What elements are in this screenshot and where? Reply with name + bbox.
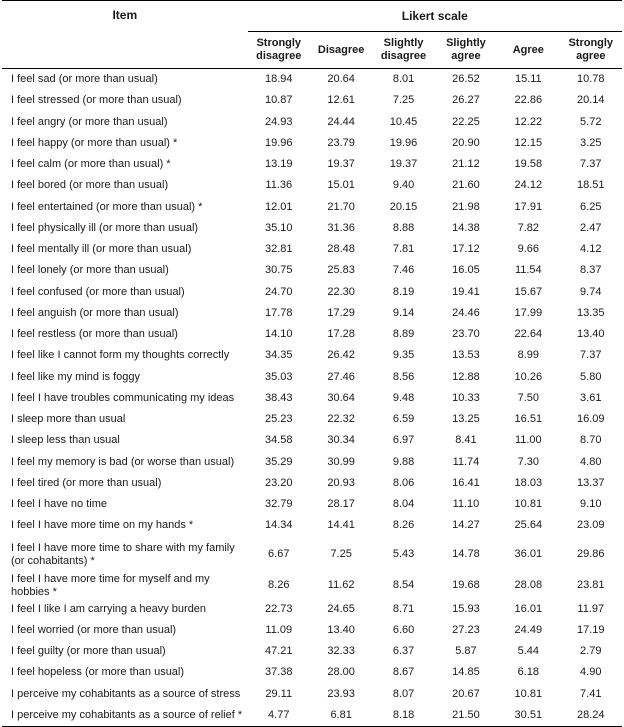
table-row bbox=[2, 599, 622, 620]
value-cell: 28.48 bbox=[327, 243, 355, 256]
value-cell: 16.41 bbox=[452, 476, 480, 489]
value-cell: 10.45 bbox=[389, 115, 418, 128]
value-cell: 20.14 bbox=[576, 94, 605, 107]
column-header: Strongly disagree bbox=[248, 32, 310, 69]
value-cell: 23.93 bbox=[327, 687, 355, 700]
value-cell: 11.36 bbox=[265, 179, 293, 192]
column-header: Agree bbox=[497, 32, 559, 69]
value-cell: 19.68 bbox=[452, 579, 480, 591]
item-label: I feel I have more time for myself and my hobbies * bbox=[11, 572, 210, 598]
value-cell: 5.87 bbox=[455, 645, 477, 658]
item-label: I sleep less than usual bbox=[11, 434, 120, 447]
value-cell: 9.10 bbox=[580, 498, 602, 511]
table-row bbox=[2, 662, 622, 683]
value-cell: 20.15 bbox=[389, 200, 418, 213]
value-cell: 19.58 bbox=[514, 158, 543, 171]
value-cell: 13.25 bbox=[452, 413, 480, 426]
value-cell: 23.81 bbox=[576, 579, 605, 591]
value-cell: 21.70 bbox=[327, 200, 355, 213]
value-cell: 14.38 bbox=[452, 221, 480, 234]
value-cell: 16.01 bbox=[514, 602, 543, 615]
value-cell: 21.12 bbox=[452, 158, 480, 171]
value-cell: 35.10 bbox=[264, 221, 293, 234]
table-row bbox=[2, 684, 622, 705]
value-cell: 12.01 bbox=[264, 200, 293, 213]
value-cell: 19.37 bbox=[389, 158, 418, 171]
item-label: I feel I have no time bbox=[11, 498, 107, 511]
value-cell: 5.80 bbox=[580, 370, 602, 383]
value-cell: 6.67 bbox=[268, 548, 290, 560]
value-cell: 7.37 bbox=[580, 349, 602, 362]
value-cell: 19.96 bbox=[389, 136, 418, 149]
value-cell: 30.75 bbox=[264, 264, 293, 277]
value-cell: 8.19 bbox=[392, 285, 415, 298]
item-label: I feel like I cannot form my thoughts correctly bbox=[11, 349, 230, 362]
item-label: I feel I like I am carrying a heavy burden bbox=[11, 602, 207, 615]
value-cell: 32.33 bbox=[327, 645, 355, 658]
value-cell: 19.37 bbox=[327, 158, 355, 171]
value-cell: 8.99 bbox=[517, 349, 540, 362]
value-cell: 18.03 bbox=[514, 476, 543, 489]
value-cell: 25.23 bbox=[264, 413, 293, 426]
value-cell: 14.34 bbox=[264, 519, 293, 532]
value-cell: 35.29 bbox=[264, 455, 293, 468]
value-cell: 12.61 bbox=[327, 94, 355, 107]
value-cell: 35.03 bbox=[264, 370, 293, 383]
value-cell: 29.86 bbox=[576, 548, 605, 560]
item-label: I feel bored (or more than usual) bbox=[11, 179, 169, 192]
value-cell: 11.74 bbox=[452, 455, 480, 468]
value-cell: 23.79 bbox=[327, 136, 355, 149]
value-cell: 24.49 bbox=[514, 623, 543, 636]
column-header: Slightly agree bbox=[435, 32, 497, 69]
value-cell: 8.67 bbox=[392, 666, 415, 679]
item-label: I perceive my cohabitants as a source of stress bbox=[11, 687, 241, 700]
table-row bbox=[2, 345, 622, 366]
value-cell: 34.35 bbox=[264, 349, 293, 362]
value-cell: 9.74 bbox=[580, 285, 602, 298]
value-cell: 7.30 bbox=[517, 455, 540, 468]
item-label: I feel anguish (or more than usual) bbox=[11, 306, 179, 319]
value-cell: 8.56 bbox=[392, 370, 415, 383]
item-label: I feel lonely (or more than usual) bbox=[11, 264, 169, 277]
value-cell: 14.10 bbox=[264, 328, 293, 341]
value-cell: 18.51 bbox=[576, 179, 605, 192]
value-cell: 7.37 bbox=[580, 158, 602, 171]
value-cell: 21.60 bbox=[452, 179, 480, 192]
value-cell: 2.47 bbox=[580, 221, 602, 234]
value-cell: 9.40 bbox=[392, 179, 415, 192]
value-cell: 8.37 bbox=[580, 264, 602, 277]
table-row bbox=[2, 641, 622, 662]
value-cell: 13.40 bbox=[327, 623, 355, 636]
value-cell: 30.34 bbox=[327, 434, 355, 447]
value-cell: 9.88 bbox=[392, 455, 415, 468]
value-cell: 8.06 bbox=[392, 476, 415, 489]
value-cell: 14.41 bbox=[327, 519, 355, 532]
value-cell: 15.11 bbox=[514, 73, 542, 86]
item-label: I feel mentally ill (or more than usual) bbox=[11, 243, 192, 256]
value-cell: 22.25 bbox=[452, 115, 480, 128]
value-cell: 28.00 bbox=[327, 666, 355, 679]
value-cell: 10.87 bbox=[264, 94, 293, 107]
value-cell: 5.44 bbox=[517, 645, 540, 658]
value-cell: 7.25 bbox=[392, 94, 415, 107]
value-cell: 16.51 bbox=[514, 413, 543, 426]
table-row bbox=[2, 409, 622, 430]
value-cell: 29.11 bbox=[265, 687, 293, 700]
value-cell: 15.01 bbox=[327, 179, 355, 192]
value-cell: 17.28 bbox=[327, 328, 355, 341]
value-cell: 17.91 bbox=[514, 200, 543, 213]
value-cell: 9.14 bbox=[392, 306, 415, 319]
value-cell: 17.99 bbox=[514, 306, 543, 319]
value-cell: 24.93 bbox=[264, 115, 293, 128]
table-row bbox=[2, 452, 622, 473]
value-cell: 24.65 bbox=[327, 602, 355, 615]
table-row bbox=[2, 133, 622, 154]
value-cell: 21.50 bbox=[452, 708, 480, 721]
column-header: Disagree bbox=[310, 32, 372, 69]
value-cell: 9.35 bbox=[392, 349, 415, 362]
item-label: I feel calm (or more than usual) * bbox=[11, 158, 171, 171]
value-cell: 6.97 bbox=[392, 434, 415, 447]
value-cell: 24.12 bbox=[514, 179, 543, 192]
value-cell: 6.25 bbox=[580, 200, 602, 213]
value-cell: 7.25 bbox=[330, 548, 352, 560]
value-cell: 20.64 bbox=[327, 73, 355, 86]
value-cell: 12.88 bbox=[452, 370, 480, 383]
item-label: I feel sad (or more than usual) bbox=[11, 73, 158, 86]
item-label: I feel I have more time on my hands * bbox=[11, 519, 194, 532]
value-cell: 12.22 bbox=[514, 115, 543, 128]
value-cell: 37.38 bbox=[264, 666, 293, 679]
value-cell: 5.43 bbox=[392, 548, 415, 560]
table-row bbox=[2, 573, 622, 599]
value-cell: 8.04 bbox=[392, 498, 415, 511]
value-cell: 10.81 bbox=[514, 687, 543, 700]
item-label: I feel I have more time to share with my family (or cohabitants) * bbox=[11, 541, 235, 567]
value-cell: 6.81 bbox=[330, 708, 352, 721]
likert-table bbox=[2, 0, 622, 727]
value-cell: 17.78 bbox=[264, 306, 293, 319]
value-cell: 23.09 bbox=[576, 519, 605, 532]
item-label: I feel hopeless (or more than usual) bbox=[11, 666, 185, 679]
value-cell: 11.09 bbox=[265, 623, 293, 636]
value-cell: 22.30 bbox=[327, 285, 355, 298]
value-cell: 12.15 bbox=[514, 136, 543, 149]
value-cell: 3.61 bbox=[580, 391, 602, 404]
item-label: I feel stressed (or more than usual) bbox=[11, 94, 182, 107]
value-cell: 11.00 bbox=[514, 434, 542, 447]
value-cell: 13.19 bbox=[264, 158, 293, 171]
value-cell: 20.93 bbox=[327, 476, 355, 489]
table-row bbox=[2, 473, 622, 494]
table-row bbox=[2, 239, 622, 260]
value-cell: 16.09 bbox=[576, 413, 605, 426]
value-cell: 14.78 bbox=[452, 548, 480, 560]
value-cell: 22.32 bbox=[327, 413, 355, 426]
table-row bbox=[2, 494, 622, 515]
value-cell: 28.24 bbox=[576, 708, 605, 721]
value-cell: 23.70 bbox=[452, 328, 480, 341]
value-cell: 7.41 bbox=[580, 687, 602, 700]
value-cell: 25.83 bbox=[327, 264, 355, 277]
value-cell: 2.79 bbox=[580, 645, 602, 658]
value-cell: 13.37 bbox=[576, 476, 605, 489]
value-cell: 20.67 bbox=[452, 687, 480, 700]
value-cell: 47.21 bbox=[264, 645, 293, 658]
value-cell: 27.46 bbox=[327, 370, 355, 383]
table-row bbox=[2, 324, 622, 345]
value-cell: 25.64 bbox=[514, 519, 543, 532]
value-cell: 10.81 bbox=[514, 498, 543, 511]
value-cell: 17.12 bbox=[452, 243, 480, 256]
table-row bbox=[2, 260, 622, 281]
value-cell: 13.53 bbox=[452, 349, 480, 362]
value-cell: 6.18 bbox=[517, 666, 540, 679]
item-label: I sleep more than usual bbox=[11, 413, 126, 426]
item-label: I feel restless (or more than usual) bbox=[11, 328, 178, 341]
table-row bbox=[2, 90, 622, 111]
value-cell: 28.17 bbox=[327, 498, 355, 511]
value-cell: 13.35 bbox=[576, 306, 605, 319]
value-cell: 4.77 bbox=[268, 708, 290, 721]
value-cell: 7.81 bbox=[392, 243, 415, 256]
value-cell: 22.86 bbox=[514, 94, 543, 107]
value-cell: 6.60 bbox=[392, 623, 415, 636]
value-cell: 8.54 bbox=[392, 579, 415, 591]
value-cell: 34.58 bbox=[264, 434, 293, 447]
item-label: I feel guilty (or more than usual) bbox=[11, 645, 166, 658]
value-cell: 10.26 bbox=[514, 370, 543, 383]
value-cell: 24.70 bbox=[264, 285, 293, 298]
value-cell: 24.46 bbox=[452, 306, 480, 319]
table-row bbox=[2, 705, 622, 727]
value-cell: 6.37 bbox=[392, 645, 415, 658]
item-label: I feel physically ill (or more than usual) bbox=[11, 221, 199, 234]
value-cell: 8.70 bbox=[580, 434, 602, 447]
value-cell: 7.82 bbox=[517, 221, 540, 234]
item-column-header: Item bbox=[2, 1, 248, 69]
value-cell: 22.64 bbox=[514, 328, 543, 341]
value-cell: 8.26 bbox=[392, 519, 415, 532]
value-cell: 19.96 bbox=[264, 136, 293, 149]
table-row bbox=[2, 154, 622, 175]
value-cell: 8.01 bbox=[392, 73, 415, 86]
value-cell: 31.36 bbox=[327, 221, 355, 234]
item-label: I feel like my mind is foggy bbox=[11, 370, 140, 383]
value-cell: 24.44 bbox=[327, 115, 355, 128]
table-row bbox=[2, 282, 622, 303]
value-cell: 17.29 bbox=[327, 306, 355, 319]
value-cell: 8.26 bbox=[268, 579, 290, 591]
item-label: I feel angry (or more than usual) bbox=[11, 115, 168, 128]
value-cell: 8.89 bbox=[392, 328, 415, 341]
value-cell: 32.81 bbox=[264, 243, 293, 256]
table-row bbox=[2, 218, 622, 239]
table-row bbox=[2, 537, 622, 573]
value-cell: 19.41 bbox=[452, 285, 480, 298]
value-cell: 22.73 bbox=[264, 602, 293, 615]
table-row bbox=[2, 388, 622, 409]
table-row bbox=[2, 367, 622, 388]
item-label: I feel entertained (or more than usual) * bbox=[11, 200, 203, 213]
item-label: I feel worried (or more than usual) bbox=[11, 623, 177, 636]
value-cell: 8.88 bbox=[392, 221, 415, 234]
value-cell: 6.59 bbox=[392, 413, 415, 426]
value-cell: 36.01 bbox=[514, 548, 543, 560]
value-cell: 9.48 bbox=[392, 391, 415, 404]
table-row bbox=[2, 175, 622, 196]
value-cell: 7.50 bbox=[517, 391, 540, 404]
value-cell: 30.64 bbox=[327, 391, 355, 404]
value-cell: 10.78 bbox=[576, 73, 605, 86]
value-cell: 18.94 bbox=[264, 73, 293, 86]
value-cell: 9.66 bbox=[517, 243, 540, 256]
value-cell: 11.54 bbox=[514, 264, 542, 277]
value-cell: 11.62 bbox=[327, 579, 355, 591]
value-cell: 32.79 bbox=[264, 498, 293, 511]
column-header: Strongly agree bbox=[560, 32, 622, 69]
item-label: I perceive my cohabitants as a source of relief * bbox=[11, 708, 243, 721]
value-cell: 13.40 bbox=[576, 328, 605, 341]
table-body bbox=[2, 69, 622, 727]
table-row bbox=[2, 515, 622, 536]
value-cell: 27.23 bbox=[452, 623, 480, 636]
value-cell: 28.08 bbox=[514, 579, 543, 591]
value-cell: 11.97 bbox=[577, 602, 605, 615]
table-row bbox=[2, 197, 622, 218]
value-cell: 26.27 bbox=[452, 94, 480, 107]
value-cell: 11.10 bbox=[452, 498, 480, 511]
value-cell: 15.93 bbox=[452, 602, 480, 615]
value-cell: 38.43 bbox=[264, 391, 293, 404]
value-cell: 30.99 bbox=[327, 455, 355, 468]
table-row bbox=[2, 112, 622, 133]
value-cell: 23.20 bbox=[264, 476, 293, 489]
value-cell: 8.41 bbox=[455, 434, 477, 447]
value-cell: 4.80 bbox=[580, 455, 602, 468]
table-row bbox=[2, 430, 622, 451]
item-label: I feel I have troubles communicating my ideas bbox=[11, 391, 235, 404]
item-label: I feel my memory is bad (or worse than usual) bbox=[11, 455, 235, 468]
likert-scale-header: Likert scale bbox=[248, 1, 622, 32]
value-cell: 8.18 bbox=[392, 708, 415, 721]
column-header: Slightly disagree bbox=[372, 32, 434, 69]
value-cell: 21.98 bbox=[452, 200, 480, 213]
value-cell: 30.51 bbox=[514, 708, 543, 721]
value-cell: 5.72 bbox=[580, 115, 602, 128]
value-cell: 8.71 bbox=[392, 602, 415, 615]
value-cell: 4.90 bbox=[580, 666, 602, 679]
table-row bbox=[2, 303, 622, 324]
value-cell: 17.19 bbox=[576, 623, 605, 636]
value-cell: 26.52 bbox=[452, 73, 480, 86]
item-label: I feel happy (or more than usual) * bbox=[11, 136, 178, 149]
value-cell: 26.42 bbox=[327, 349, 355, 362]
value-cell: 15.67 bbox=[514, 285, 543, 298]
item-label: I feel confused (or more than usual) bbox=[11, 285, 185, 298]
value-cell: 16.05 bbox=[452, 264, 480, 277]
value-cell: 4.12 bbox=[580, 243, 602, 256]
value-cell: 8.07 bbox=[392, 687, 415, 700]
value-cell: 3.25 bbox=[580, 136, 602, 149]
table-row bbox=[2, 620, 622, 641]
value-cell: 14.85 bbox=[452, 666, 480, 679]
item-label: I feel tired (or more than usual) bbox=[11, 476, 162, 489]
value-cell: 14.27 bbox=[452, 519, 480, 532]
value-cell: 10.33 bbox=[452, 391, 480, 404]
table-row bbox=[2, 69, 622, 91]
value-cell: 7.46 bbox=[392, 264, 415, 277]
value-cell: 20.90 bbox=[452, 136, 480, 149]
